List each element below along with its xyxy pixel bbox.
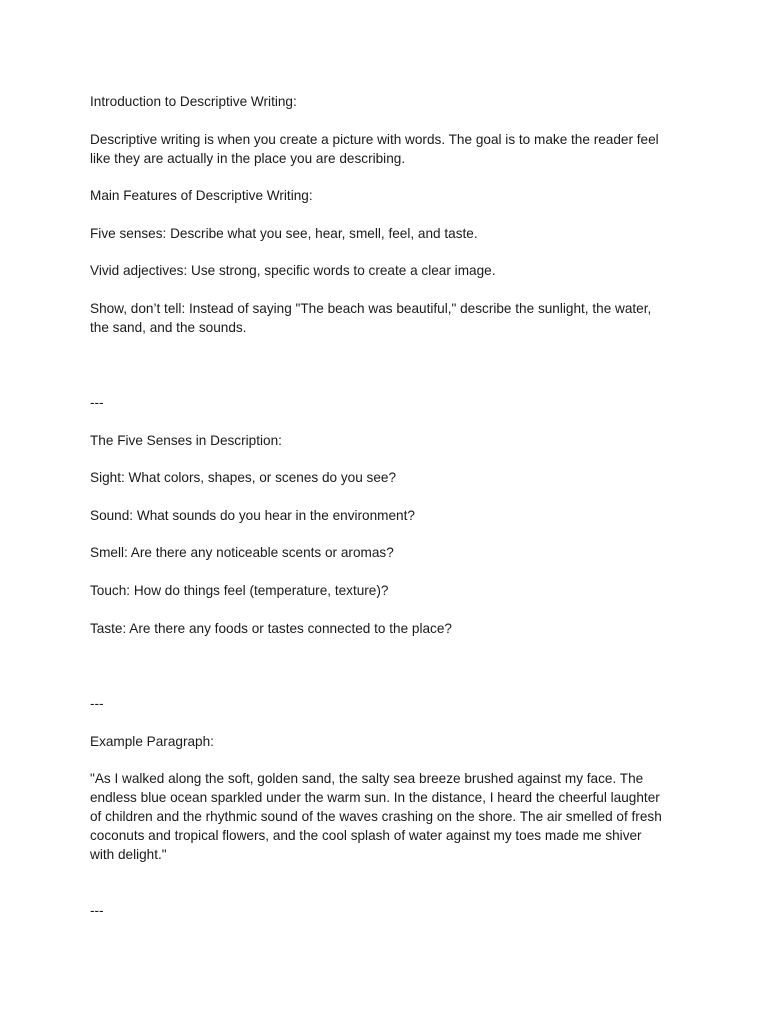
- feature-vivid-adjectives: Vivid adjectives: Use strong, specific words to create a clear image.: [90, 263, 496, 278]
- senses-heading: The Five Senses in Description:: [90, 433, 282, 448]
- separator: ---: [90, 903, 104, 918]
- example-paragraph-line-5: with delight.": [90, 847, 167, 862]
- feature-show-dont-tell-line-1: Show, don’t tell: Instead of saying "The beach was beautiful," describe the sunlight, the water,: [90, 301, 652, 316]
- sense-sight: Sight: What colors, shapes, or scenes do you see?: [90, 470, 397, 485]
- sense-smell: Smell: Are there any noticeable scents or aromas?: [90, 545, 394, 560]
- separator: ---: [90, 395, 104, 410]
- example-paragraph-line-4: coconuts and tropical flowers, and the cool splash of water against my toes made me shiver: [90, 828, 642, 843]
- intro-heading: Introduction to Descriptive Writing:: [90, 94, 297, 109]
- feature-show-dont-tell-line-2: the sand, and the sounds.: [90, 320, 247, 335]
- example-paragraph-line-3: of children and the rhythmic sound of the waves crashing on the shore. The air smelled of fresh: [90, 809, 662, 824]
- sense-touch: Touch: How do things feel (temperature, texture)?: [90, 583, 389, 598]
- features-heading: Main Features of Descriptive Writing:: [90, 188, 313, 203]
- example-heading: Example Paragraph:: [90, 734, 214, 749]
- feature-five-senses: Five senses: Describe what you see, hear, smell, feel, and taste.: [90, 226, 478, 241]
- intro-paragraph-line-1: Descriptive writing is when you create a picture with words. The goal is to make the reader feel: [90, 132, 659, 147]
- sense-sound: Sound: What sounds do you hear in the environment?: [90, 508, 415, 523]
- example-paragraph-line-2: endless blue ocean sparkled under the warm sun. In the distance, I heard the cheerful laughter: [90, 790, 660, 805]
- sense-taste: Taste: Are there any foods or tastes connected to the place?: [90, 621, 452, 636]
- example-paragraph-line-1: "As I walked along the soft, golden sand, the salty sea breeze brushed against my face. The: [90, 771, 644, 786]
- separator: ---: [90, 696, 104, 711]
- intro-paragraph-line-2: like they are actually in the place you are describing.: [90, 151, 406, 166]
